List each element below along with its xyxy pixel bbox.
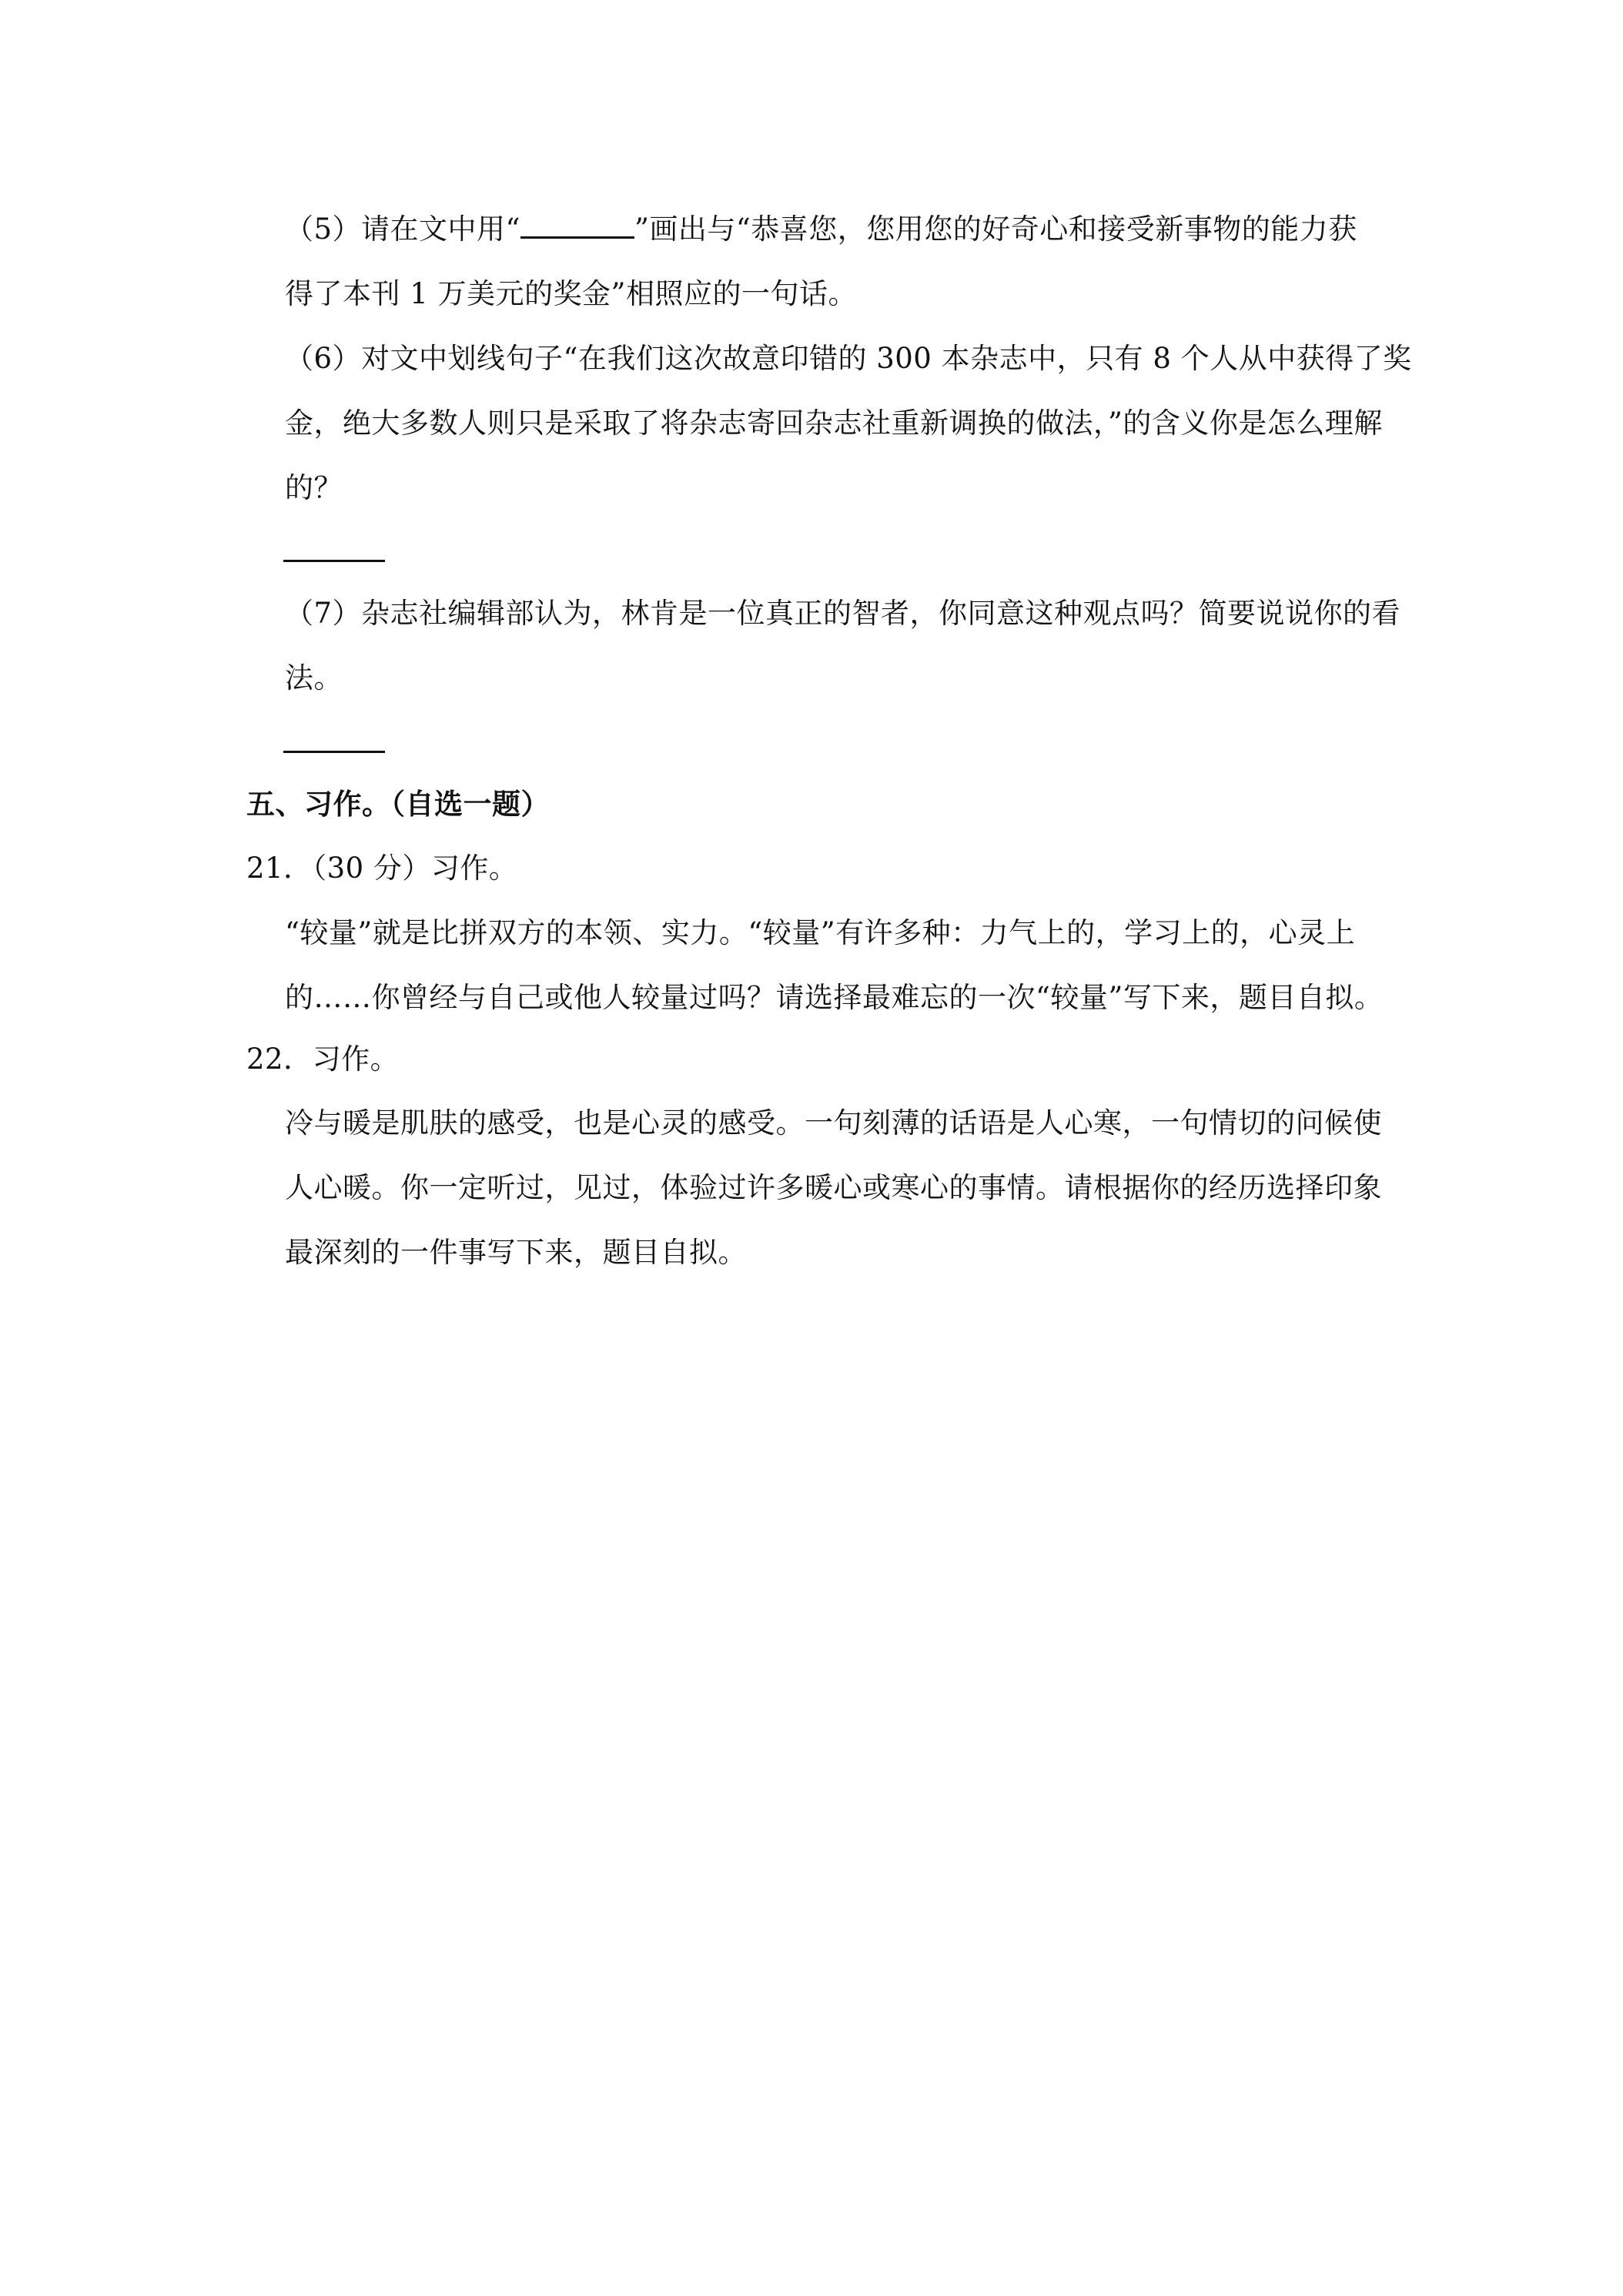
- q21-line-1: “较量”就是比拼双方的本领、实力。“较量”有许多种：力气上的，学习上的，心灵上: [285, 916, 1356, 949]
- q22-line-3: 最深刻的一件事写下来，题目自拟。: [285, 1236, 747, 1269]
- q22-line-1: 冷与暖是肌肤的感受，也是心灵的感受。一句刻薄的话语是人心寒，一句情切的问候使: [285, 1106, 1382, 1140]
- q7-answer-line: [283, 751, 385, 753]
- q5-line-1: [285, 210, 1357, 249]
- q6-line-3: 的？: [285, 471, 343, 504]
- q6-answer-line: [283, 560, 385, 562]
- q6-line-1: （6）对文中划线句子“在我们这次故意印错的 300 本杂志中，只有 8 个人从中获得了奖: [285, 342, 1412, 375]
- q21-title: 21．（30 分）习作。: [246, 852, 518, 885]
- q21-line-2: 的……你曾经与自己或他人较量过吗？请选择最难忘的一次“较量”写下来，题目自拟。: [285, 981, 1384, 1014]
- q5-underline-blank: [520, 212, 634, 239]
- q5-text-pre: （5）请在文中用“: [285, 213, 520, 246]
- q5-line-2: 得了本刊 1 万美元的奖金”相照应的一句话。: [285, 277, 857, 310]
- q22-title: 22．习作。: [246, 1043, 400, 1076]
- q22-line-2: 人心暖。你一定听过，见过，体验过许多暖心或寒心的事情。请根据你的经历选择印象: [285, 1171, 1382, 1204]
- q7-line-1: （7）杂志社编辑部认为，林肯是一位真正的智者，你同意这种观点吗？简要说说你的看: [285, 597, 1401, 630]
- section-5-heading: 五、习作。（自选一题）: [246, 788, 550, 821]
- q7-line-2: 法。: [285, 661, 343, 694]
- q6-line-2: 金，绝大多数人则只是采取了将杂志寄回杂志社重新调换的做法，”的含义你是怎么理解: [285, 407, 1383, 440]
- q5-text-post: ”画出与“恭喜您，您用您的好奇心和接受新事物的能力获: [634, 213, 1357, 246]
